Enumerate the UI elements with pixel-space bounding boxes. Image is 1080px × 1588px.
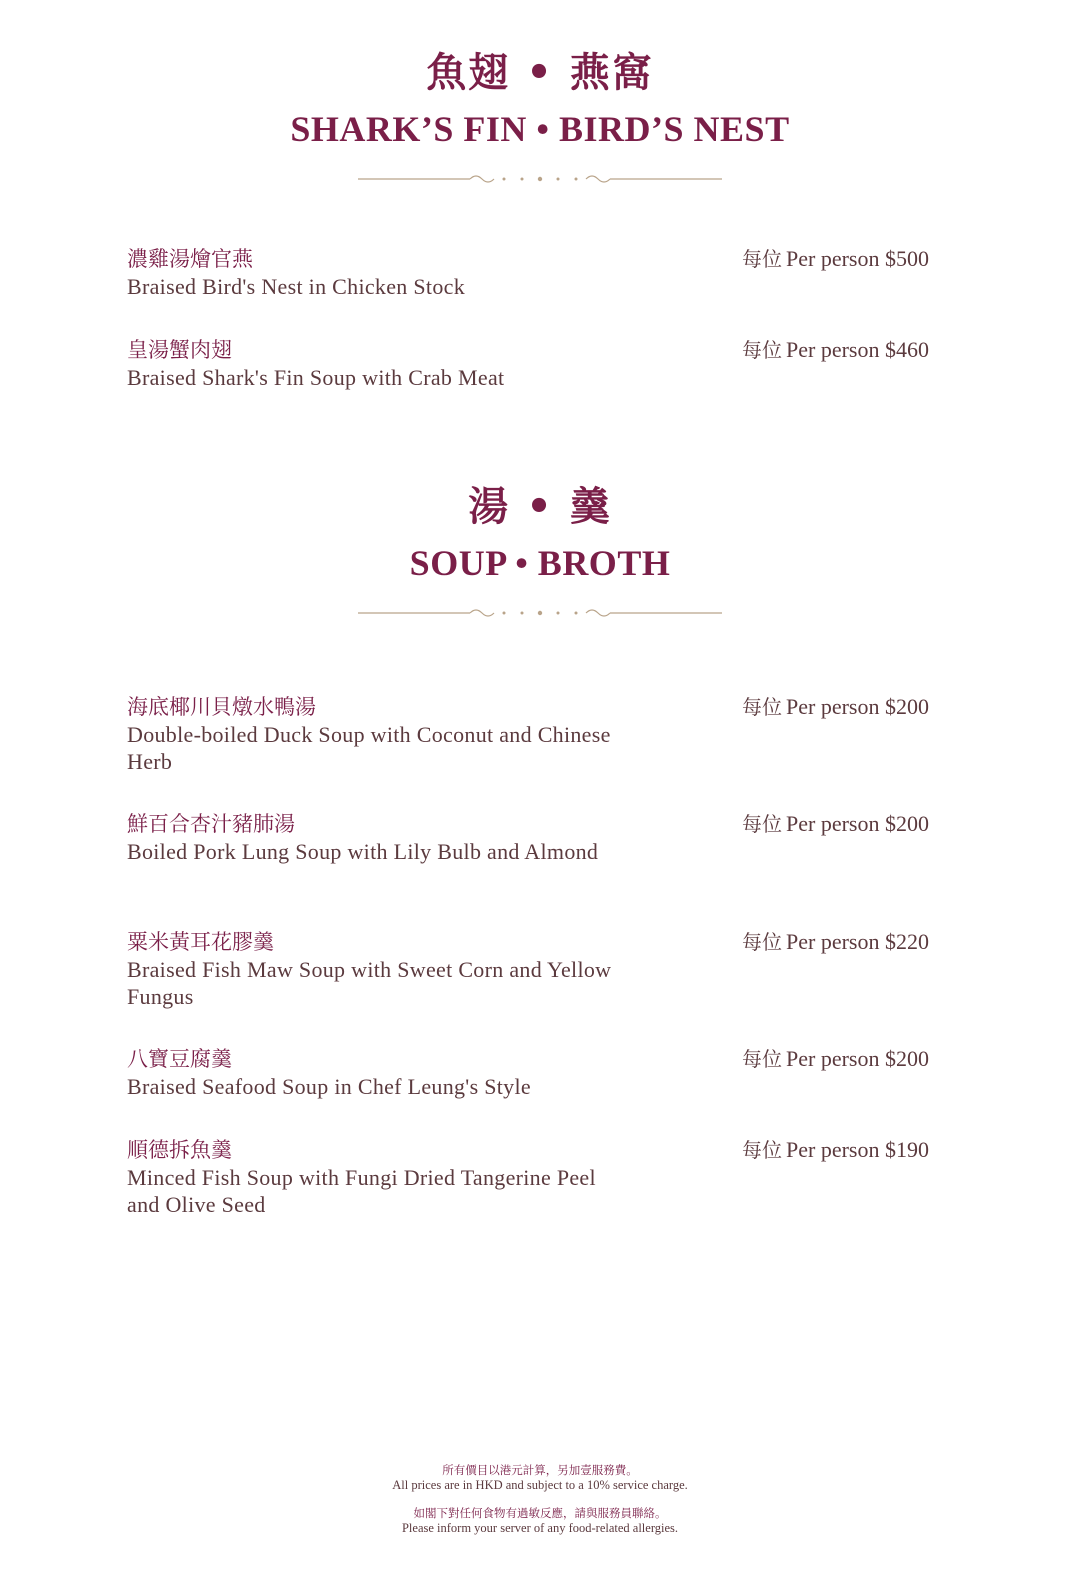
dish-name-zh: 粟米黃耳花膠羹 xyxy=(127,930,274,954)
dish-name-zh: 皇湯蟹肉翅 xyxy=(127,338,232,362)
dish-name-zh: 順德拆魚羹 xyxy=(127,1138,232,1162)
price-label-zh: 每位 xyxy=(742,1047,783,1071)
menu-item xyxy=(127,1046,929,1100)
menu-item xyxy=(127,811,929,865)
dish-name-zh: 鮮百合杏汁豬肺湯 xyxy=(127,812,295,836)
section-title-en: SOUP • BROTH xyxy=(409,543,671,583)
dish-name-en: Double-boiled Duck Soup with Coconut and Chinese Herb xyxy=(127,722,611,774)
price-value: Per person $200 xyxy=(786,694,929,719)
price-value: Per person $220 xyxy=(786,929,929,954)
service-charge-note-zh: 所有價目以港元計算，另加壹服務費。 xyxy=(442,1463,638,1477)
section-title-zh: 魚翅 • 燕窩 xyxy=(426,49,654,96)
dish-price xyxy=(742,929,929,955)
menu-item xyxy=(127,337,929,391)
dish-name-en: Minced Fish Soup with Fungi Dried Tangerine Peel and Olive Seed xyxy=(127,1165,596,1217)
section-title-en: SHARK’S FIN • BIRD’S NEST xyxy=(290,109,790,149)
allergy-note-en: Please inform your server of any food-related allergies. xyxy=(401,1521,679,1535)
dish-name-en: Boiled Pork Lung Soup with Lily Bulb and Almond xyxy=(127,839,599,864)
dish-name-en: Braised Bird's Nest in Chicken Stock xyxy=(127,274,466,299)
price-value: Per person $500 xyxy=(786,246,929,271)
dish-name-zh: 濃雞湯燴官燕 xyxy=(127,247,253,271)
dish-name-en: Braised Seafood Soup in Chef Leung's Style xyxy=(127,1074,531,1099)
section-header-soup xyxy=(0,484,1080,620)
price-label-zh: 每位 xyxy=(742,1138,783,1162)
price-label-zh: 每位 xyxy=(742,338,783,362)
allergy-note-zh: 如閣下對任何食物有過敏反應，請與服務員聯絡。 xyxy=(413,1506,667,1520)
dish-price xyxy=(742,694,929,720)
price-value: Per person $200 xyxy=(786,811,929,836)
price-value: Per person $200 xyxy=(786,1046,929,1071)
dish-name-en: Braised Fish Maw Soup with Sweet Corn and Yellow Fungus xyxy=(127,957,612,1009)
dish-price xyxy=(742,1046,929,1072)
price-label-zh: 每位 xyxy=(742,812,783,836)
menu-item xyxy=(127,1137,929,1218)
price-label-zh: 每位 xyxy=(742,247,783,271)
divider-ornament-icon xyxy=(358,172,722,186)
menu-item xyxy=(127,929,929,1010)
dish-price xyxy=(742,811,929,837)
menu-item xyxy=(127,246,929,300)
section-title-zh: 湯 • 羹 xyxy=(468,483,612,530)
divider-ornament-icon xyxy=(358,606,722,620)
dish-price xyxy=(742,1137,929,1163)
menu-item xyxy=(127,694,929,775)
price-label-zh: 每位 xyxy=(742,930,783,954)
dish-name-zh: 八寶豆腐羹 xyxy=(127,1047,232,1071)
price-value: Per person $190 xyxy=(786,1137,929,1162)
service-charge-note-en: All prices are in HKD and subject to a 10% service charge. xyxy=(392,1478,688,1492)
footer-spacer xyxy=(0,1493,1080,1505)
dish-name-zh: 海底椰川貝燉水鴨湯 xyxy=(127,695,316,719)
footer-notes xyxy=(0,1462,1080,1536)
price-value: Per person $460 xyxy=(786,337,929,362)
price-label-zh: 每位 xyxy=(742,695,783,719)
dish-name-en: Braised Shark's Fin Soup with Crab Meat xyxy=(127,365,505,390)
dish-price xyxy=(742,246,929,272)
dish-price xyxy=(742,337,929,363)
section-header-sharks-fin xyxy=(0,50,1080,186)
